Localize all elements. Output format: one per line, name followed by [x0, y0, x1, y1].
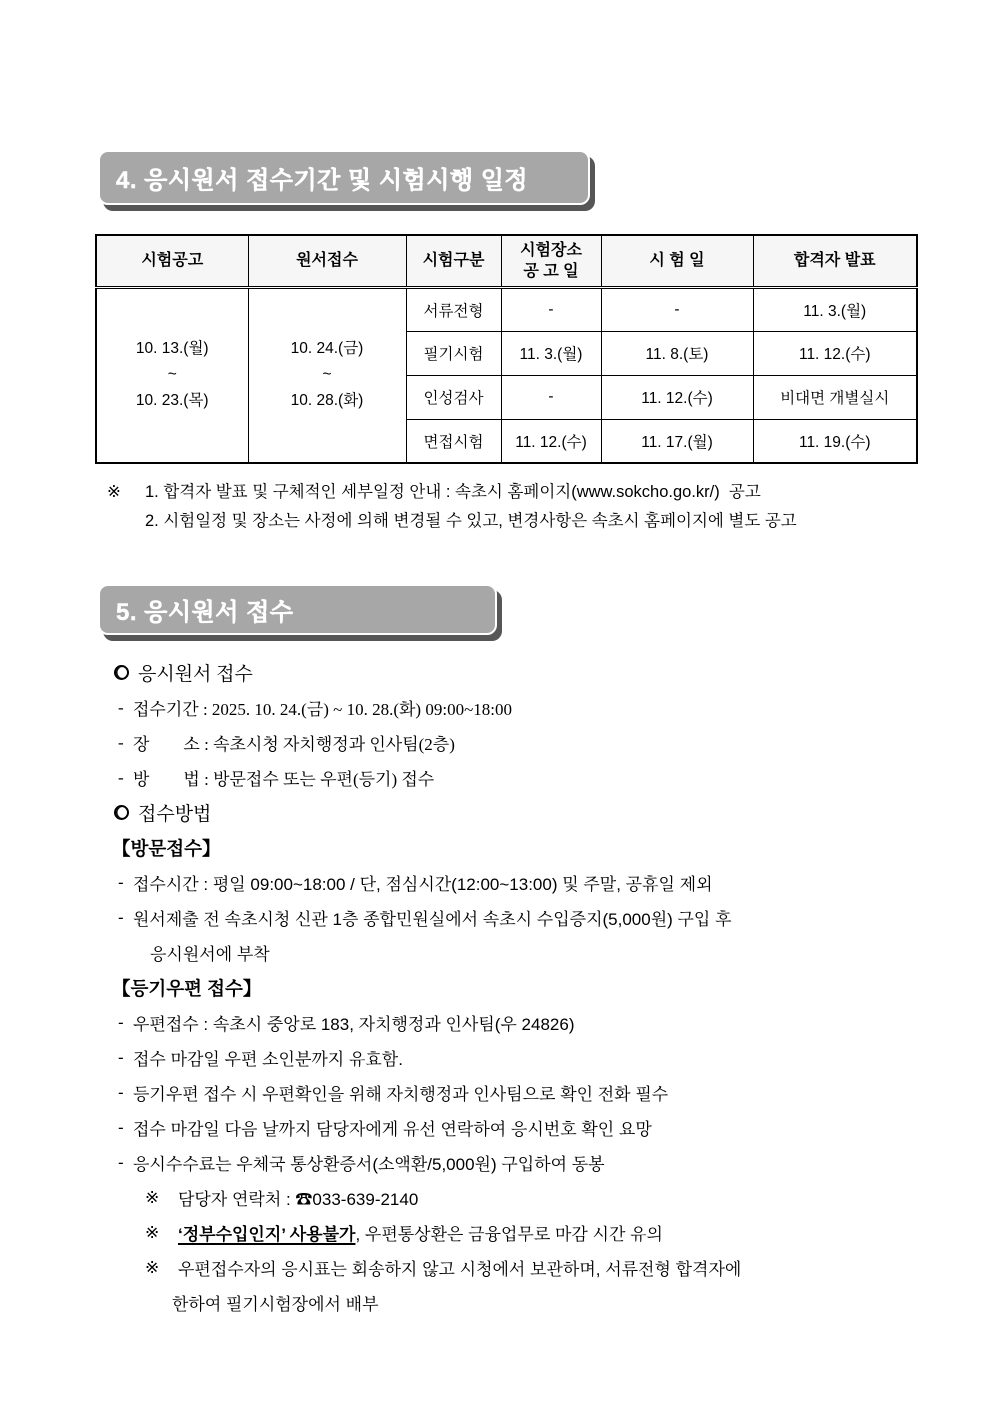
announce-period-cell: 10. 13.(월) ~ 10. 23.(목)	[96, 287, 248, 463]
visit-hours-text: 접수시간 : 평일 09:00~18:00 / 단, 점심시간(12:00~13:00) 및 주말, 공휴일 제외	[133, 875, 713, 894]
dash-marker: -	[118, 767, 124, 787]
table-note-2-text: 2. 시험일정 및 장소는 사정에 의해 변경될 수 있고, 변경사항은 속초시 홈페이지에 별도 공고	[145, 512, 797, 530]
list-item-visit-stamp-cont	[112, 935, 942, 970]
exam-date-cell: 11. 17.(월)	[601, 419, 753, 463]
col-header-exam-announcement: 시험공고	[96, 235, 248, 287]
list-item-mail-deadline	[112, 1040, 942, 1075]
list-item-visit-stamp	[112, 900, 942, 935]
visit-block-title	[112, 830, 942, 865]
list-item-apply-method	[112, 760, 942, 795]
table-note-1-text: 1. 합격자 발표 및 구체적인 세부일정 안내 : 속초시 홈페이지(www.sokcho.go.kr/) 공고	[145, 483, 761, 501]
exam-type-cell: 필기시험	[406, 331, 501, 375]
exam-schedule-table	[95, 234, 918, 464]
admission-ticket-text: 우편접수자의 응시표는 회송하지 않고 시청에서 보관하며, 서류전형 합격자에	[178, 1260, 742, 1279]
col-header-venue-notice: 시험장소 공 고 일	[501, 235, 601, 287]
result-cell: 11. 12.(수)	[753, 331, 917, 375]
exam-date-cell: -	[601, 287, 753, 331]
apply-heading-line	[112, 655, 942, 690]
col-header-exam-type: 시험구분	[406, 235, 501, 287]
visit-stamp-cont-text: 응시원서에 부착	[150, 945, 270, 964]
venue-notice-cell: 11. 12.(수)	[501, 419, 601, 463]
venue-notice-cell: 11. 3.(월)	[501, 331, 601, 375]
venue-notice-cell: -	[501, 287, 601, 331]
list-item-mail-fee	[112, 1145, 942, 1180]
stamp-warning-bold-text: ‘정부수입인지’ 사용불가	[178, 1225, 356, 1244]
mail-block-title	[112, 970, 942, 1005]
circle-bullet-icon	[114, 805, 129, 820]
reference-mark-icon: ※	[145, 1257, 160, 1277]
mail-number-check-text: 접수 마감일 다음 날까지 담당자에게 유선 연락하여 응시번호 확인 요망	[133, 1120, 652, 1139]
reference-mark-icon: ※	[145, 1187, 160, 1207]
dash-marker: -	[118, 907, 124, 927]
visit-title-text: 【방문접수】	[112, 837, 221, 859]
table-note-2	[107, 507, 947, 536]
section-5-title: 5. 응시원서 접수	[116, 599, 294, 626]
exam-type-cell: 인성검사	[406, 375, 501, 419]
dash-marker: -	[118, 1082, 124, 1102]
section-5-content	[112, 655, 942, 1320]
apply-method-text: 방 법 : 방문접수 또는 우편(등기) 접수	[133, 770, 435, 789]
result-cell: 11. 19.(수)	[753, 419, 917, 463]
venue-notice-cell: -	[501, 375, 601, 419]
contact-phone-text: 담당자 연락처 : ☎033-639-2140	[178, 1190, 419, 1209]
dash-marker: -	[118, 1012, 124, 1032]
method-heading: 접수방법	[138, 804, 212, 825]
list-item-mail-number-check	[112, 1110, 942, 1145]
stamp-warning-rest-text: , 우편통상환은 금융업무로 마감 시간 유의	[355, 1225, 663, 1244]
exam-date-cell: 11. 12.(수)	[601, 375, 753, 419]
mail-confirm-call-text: 등기우편 접수 시 우편확인을 위해 자치행정과 인사팀으로 확인 전화 필수	[133, 1085, 669, 1104]
col-header-result: 합격자 발표	[753, 235, 917, 287]
table-row	[96, 287, 917, 331]
note-admission-ticket-cont	[112, 1285, 942, 1320]
reference-mark-icon: ※	[145, 1222, 160, 1242]
col-header-exam-date: 시 험 일	[601, 235, 753, 287]
dash-marker: -	[118, 1152, 124, 1172]
section-5-banner	[98, 584, 497, 635]
apply-heading: 응시원서 접수	[138, 664, 253, 685]
result-cell: 비대면 개별실시	[753, 375, 917, 419]
section-4-banner	[98, 150, 590, 205]
mail-title-text: 【등기우편 접수】	[112, 977, 262, 999]
apply-period-cell: 10. 24.(금) ~ 10. 28.(화)	[248, 287, 406, 463]
table-header-row	[96, 235, 917, 287]
note-revenue-stamp	[112, 1215, 942, 1250]
dash-marker: -	[118, 1047, 124, 1067]
table-note-1	[107, 478, 947, 507]
col-header-application: 원서접수	[248, 235, 406, 287]
list-item-apply-place	[112, 725, 942, 760]
exam-date-cell: 11. 8.(토)	[601, 331, 753, 375]
dash-marker: -	[118, 872, 124, 892]
list-item-apply-period	[112, 690, 942, 725]
dash-marker: -	[118, 732, 124, 752]
reference-mark-icon: ※	[107, 483, 121, 501]
apply-place-text: 장 소 : 속초시청 자치행정과 인사팀(2층)	[133, 735, 455, 754]
section-4-title: 4. 응시원서 접수기간 및 시험시행 일정	[116, 167, 529, 194]
mail-address-text: 우편접수 : 속초시 중앙로 183, 자치행정과 인사팀(우 24826)	[133, 1015, 575, 1034]
result-cell: 11. 3.(월)	[753, 287, 917, 331]
dash-marker: -	[118, 1117, 124, 1137]
list-item-mail-confirm-call	[112, 1075, 942, 1110]
note-admission-ticket	[112, 1250, 942, 1285]
note-contact	[112, 1180, 942, 1215]
table-notes	[107, 478, 947, 536]
visit-stamp-text: 원서제출 전 속초시청 신관 1층 종합민원실에서 속초시 수입증지(5,000원) 구입 후	[133, 910, 732, 929]
list-item-visit-hours	[112, 865, 942, 900]
apply-period-text: 접수기간 : 2025. 10. 24.(금) ~ 10. 28.(화) 09:00~18:00	[133, 700, 512, 719]
circle-bullet-icon	[114, 665, 129, 680]
method-heading-line	[112, 795, 942, 830]
list-item-mail-address	[112, 1005, 942, 1040]
admission-ticket-cont-text: 한하여 필기시험장에서 배부	[172, 1295, 379, 1314]
exam-type-cell: 서류전형	[406, 287, 501, 331]
exam-type-cell: 면접시험	[406, 419, 501, 463]
dash-marker: -	[118, 697, 124, 717]
mail-fee-text: 응시수수료는 우체국 통상환증서(소액환/5,000원) 구입하여 동봉	[133, 1155, 605, 1174]
mail-deadline-text: 접수 마감일 우편 소인분까지 유효함.	[133, 1050, 403, 1069]
